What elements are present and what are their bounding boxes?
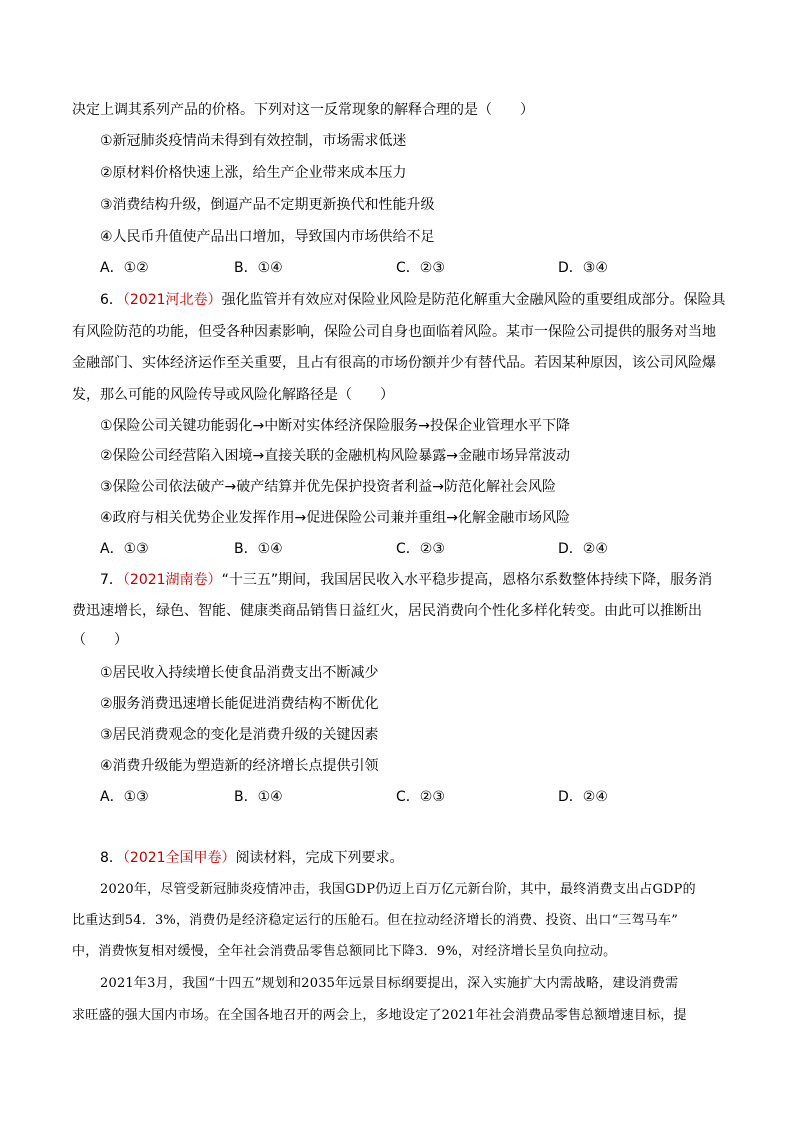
q6-stem-line-4: 发，那么可能的风险传导或风险化解路径是（ ） [72,387,394,403]
q7-item-1: ①居民收入持续增长使食品消费支出不断减少 [100,665,379,681]
q6-option-d: D．②④ [558,541,608,557]
q6-stem-line-3: 金融部门、实体经济运作至关重要，且占有很高的市场份额并少有替代品。若因某种原因，该公司风险爆 [72,355,716,371]
q5-option-a: A．①② [100,260,149,276]
q6-number: 6． [100,292,123,308]
q7-source: （2021湖南卷） [122,572,222,588]
q6-source: （2021河北卷） [122,292,222,308]
q6-item-1: ①保险公司关键功能弱化→中断对实体经济保险服务→投保企业管理水平下降 [100,418,571,434]
q7-option-c: C．②③ [396,789,445,805]
q7-option-a: A．①③ [100,789,149,805]
q6-option-a: A．①③ [100,541,149,557]
q5-option-b: B．①④ [234,260,283,276]
q6-option-c: C．②③ [396,541,445,557]
q8-material-p2-line-1: 2021年3月，我国“十四五”规划和2035年远景目标纲要提出，深入实施扩大内需战略，建设消费需 [100,976,679,991]
q7-number: 7． [100,572,123,588]
q5-option-c: C．②③ [396,260,445,276]
q6-option-b: B．①④ [234,541,283,557]
q8-first-line [100,848,404,868]
q8-material-p2-line-2: 求旺盛的强大国内市场。在全国各地召开的两会上，多地设定了2021年社会消费品零售总额增速目标，提 [72,1008,687,1023]
q7-item-2: ②服务消费迅速增长能促进消费结构不断优化 [100,696,379,712]
q6-stem-line-1: 强化监管并有效应对保险业风险是防范化解重大金融风险的重要组成部分。保险具 [221,292,726,308]
q6-item-3: ③保险公司依法破产→破产结算并优先保护投资者利益→防范化解社会风险 [100,479,557,495]
q7-stem-line-2: 费迅速增长，绿色、智能、健康类商品销售日益红火，居民消费向个性化多样化转变。由此可以推断出 [72,603,702,619]
q5-item-2: ②原材料价格快速上涨，给生产企业带来成本压力 [100,165,407,181]
q6-item-4: ④政府与相关优势企业发挥作用→促进保险公司兼并重组→化解金融市场风险 [100,510,571,526]
q7-stem-line-1: “十三五”期间，我国居民收入水平稳步提高，恩格尔系数整体持续下降，服务消 [221,572,713,588]
q6-item-2: ②保险公司经营陷入困境→直接关联的金融机构风险暴露→金融市场异常波动 [100,448,571,464]
q8-intro: 阅读材料，完成下列要求。 [235,850,404,866]
q6-stem-line-2: 有风险防范的功能，但受各种因素影响，保险公司自身也面临着风险。某市一保险公司提供的服务对当地 [72,324,716,340]
q7-item-3: ③居民消费观念的变化是消费升级的关键因素 [100,727,379,743]
q7-option-b: B．①④ [234,789,283,805]
q5-item-3: ③消费结构升级，倒逼产品不定期更新换代和性能升级 [100,197,435,213]
q5-stem-tail: 决定上调其系列产品的价格。下列对这一反常现象的解释合理的是（ ） [72,102,534,118]
q6-first-line [100,290,726,310]
q5-item-1: ①新冠肺炎疫情尚未得到有效控制，市场需求低迷 [100,133,407,149]
q7-stem-line-3: （ ） [72,632,128,648]
q8-material-p1-line-2: 比重达到54．3%，消费仍是经济稳定运行的压舱石。但在拉动经济增长的消费、投资、出口“三驾马车” [72,913,679,928]
q8-source: （2021全国甲卷） [122,850,236,866]
q7-first-line [100,570,712,590]
q5-option-d: D．③④ [558,260,608,276]
q7-option-d: D．②④ [558,789,608,805]
q8-number: 8． [100,850,123,866]
q8-material-p1-line-1: 2020年，尽管受新冠肺炎疫情冲击，我国GDP仍迈上百万亿元新台阶，其中，最终消费支出占GDP的 [100,882,696,897]
q5-item-4: ④人民币升值使产品出口增加，导致国内市场供给不足 [100,229,435,245]
q8-material-p1-line-3: 中，消费恢复相对缓慢，全年社会消费品零售总额同比下降3．9%，对经济增长呈负向拉动。 [72,944,617,959]
q7-item-4: ④消费升级能为塑造新的经济增长点提供引领 [100,758,379,774]
